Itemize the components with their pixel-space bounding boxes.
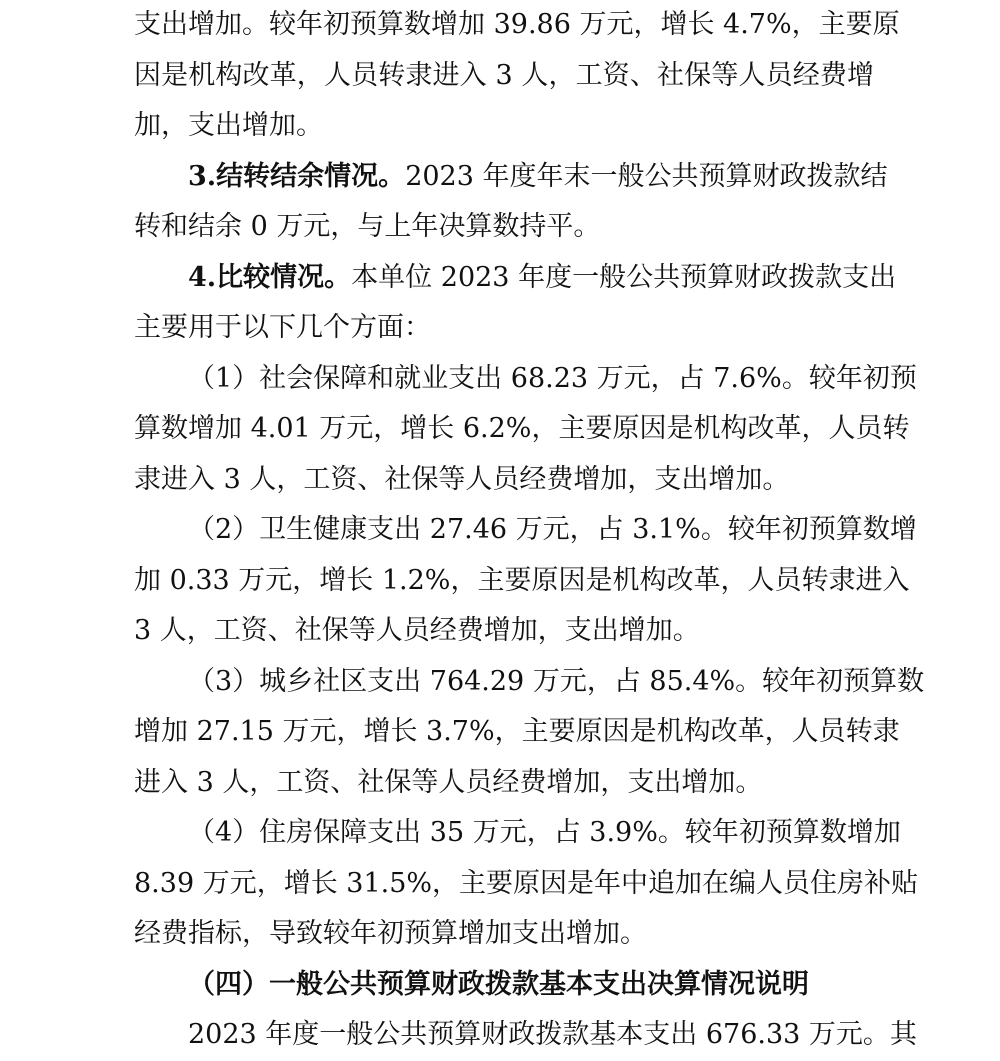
paragraph-line: 进入 3 人，工资、社保等人员经费增加，支出增加。 [134,766,763,798]
paragraph-line: 增加 27.15 万元，增长 3.7%，主要原因是机构改革，人员转隶 [134,716,900,747]
item-line-health: （2）卫生健康支出 27.46 万元，占 3.1%。较年初预算数增 [188,514,917,545]
document-body [134,0,925,1061]
section-heading: （四）一般公共预算财政拨款基本支出决算情况说明 [188,968,809,1000]
paragraph-line: 加 0.33 万元，增长 1.2%，主要原因是机构改革，人员转隶进入 [134,564,910,596]
paragraph-line: 隶进入 3 人，工资、社保等人员经费增加，支出增加。 [134,463,790,495]
section-text: 本单位 2023 年度一般公共预算财政拨款支出 [351,261,897,293]
item-line-social-security: （1）社会保障和就业支出 68.23 万元，占 7.6%。较年初预 [188,362,917,394]
paragraph-line: 3 人，工资、社保等人员经费增加，支出增加。 [134,615,700,646]
paragraph-line: 加，支出增加。 [134,110,323,141]
item-line-urban-rural: （3）城乡社区支出 764.29 万元，占 85.4%。较年初预算数 [188,665,925,697]
paragraph-line: 支出增加。较年初预算数增加 39.86 万元，增长 4.7%，主要原 [134,9,900,40]
paragraph-line: 转和结余 0 万元，与上年决算数持平。 [134,211,601,242]
section-lead-comparison: 4.比较情况。 [188,261,352,293]
paragraph-line: 算数增加 4.01 万元，增长 6.2%，主要原因是机构改革，人员转 [134,413,910,444]
paragraph-line: 主要用于以下几个方面： [134,312,431,343]
paragraph-line: 经费指标，导致较年初预算增加支出增加。 [134,918,647,949]
paragraph-line: 2023 年度一般公共预算财政拨款基本支出 676.33 万元。其 [188,1019,917,1050]
paragraph-line: 因是机构改革，人员转隶进入 3 人，工资、社保等人员经费增 [134,59,874,91]
section-line-carryover [134,152,888,203]
paragraph-line: 8.39 万元，增长 31.5%，主要原因是年中追加在编人员住房补贴 [134,867,919,899]
section-line-comparison [134,253,897,304]
section-lead-carryover: 3.结转结余情况。 [188,160,406,192]
section-text: 2023 年度年末一般公共预算财政拨款结 [405,160,888,192]
item-line-housing: （4）住房保障支出 35 万元，占 3.9%。较年初预算数增加 [188,817,901,848]
